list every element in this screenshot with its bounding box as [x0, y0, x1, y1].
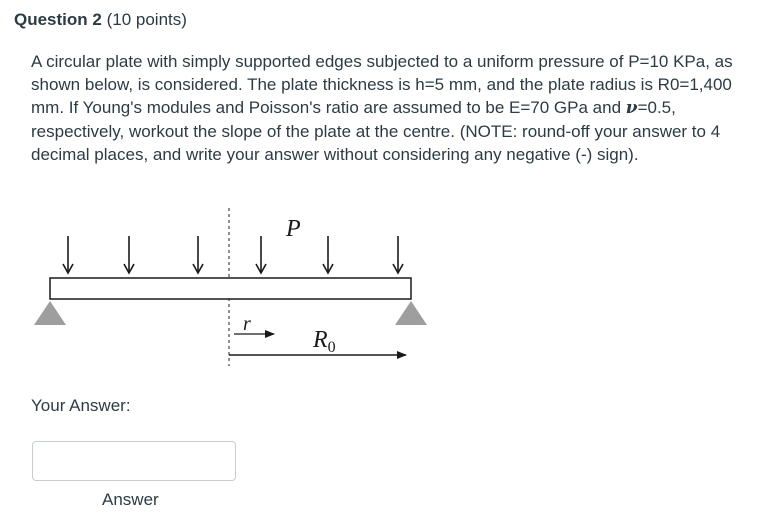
answer-caption: Answer: [102, 490, 159, 509]
pressure-arrow: [193, 236, 203, 273]
answer-input[interactable]: [32, 441, 236, 481]
pressure-arrow: [323, 236, 333, 273]
radius-label: [312, 327, 336, 356]
right-support: [395, 301, 427, 325]
pressure-arrow: [63, 236, 73, 273]
pressure-arrow: [393, 236, 403, 273]
question-text-part2: =0.5, respectively, workout the slope of the plate at the centre. (NOTE: round-off your answer to 4 decimal places, and write your answer without considering any negative (-) sign).: [31, 98, 721, 164]
question-text-part1: A circular plate with simply supported edges subjected to a uniform pressure of P=10 KPa, as shown below, is considered. The plate thickness is h=5 mm, and the plate radius is R0=1,400 mm. If Young's modules and Poisson's ratio are assumed to be E=70 GPa and: [31, 52, 733, 117]
pressure-arrow: [124, 236, 134, 273]
pressure-arrow: [256, 236, 266, 273]
question-header: [14, 10, 187, 30]
question-number: Question 2: [14, 10, 102, 29]
pressure-arrows: [63, 236, 403, 273]
radius-label-subscript: 0: [327, 339, 336, 356]
question-text: [31, 50, 756, 166]
radius-label-main: R: [313, 327, 328, 353]
poisson-symbol: ν: [625, 98, 638, 118]
your-answer-label: Your Answer:: [31, 396, 131, 415]
question-points: (10 points): [106, 10, 187, 29]
radial-coordinate-label: r: [243, 313, 251, 335]
left-support: [34, 301, 66, 325]
plate-diagram: [30, 200, 450, 375]
load-label: P: [286, 216, 301, 242]
plate: [50, 278, 411, 299]
